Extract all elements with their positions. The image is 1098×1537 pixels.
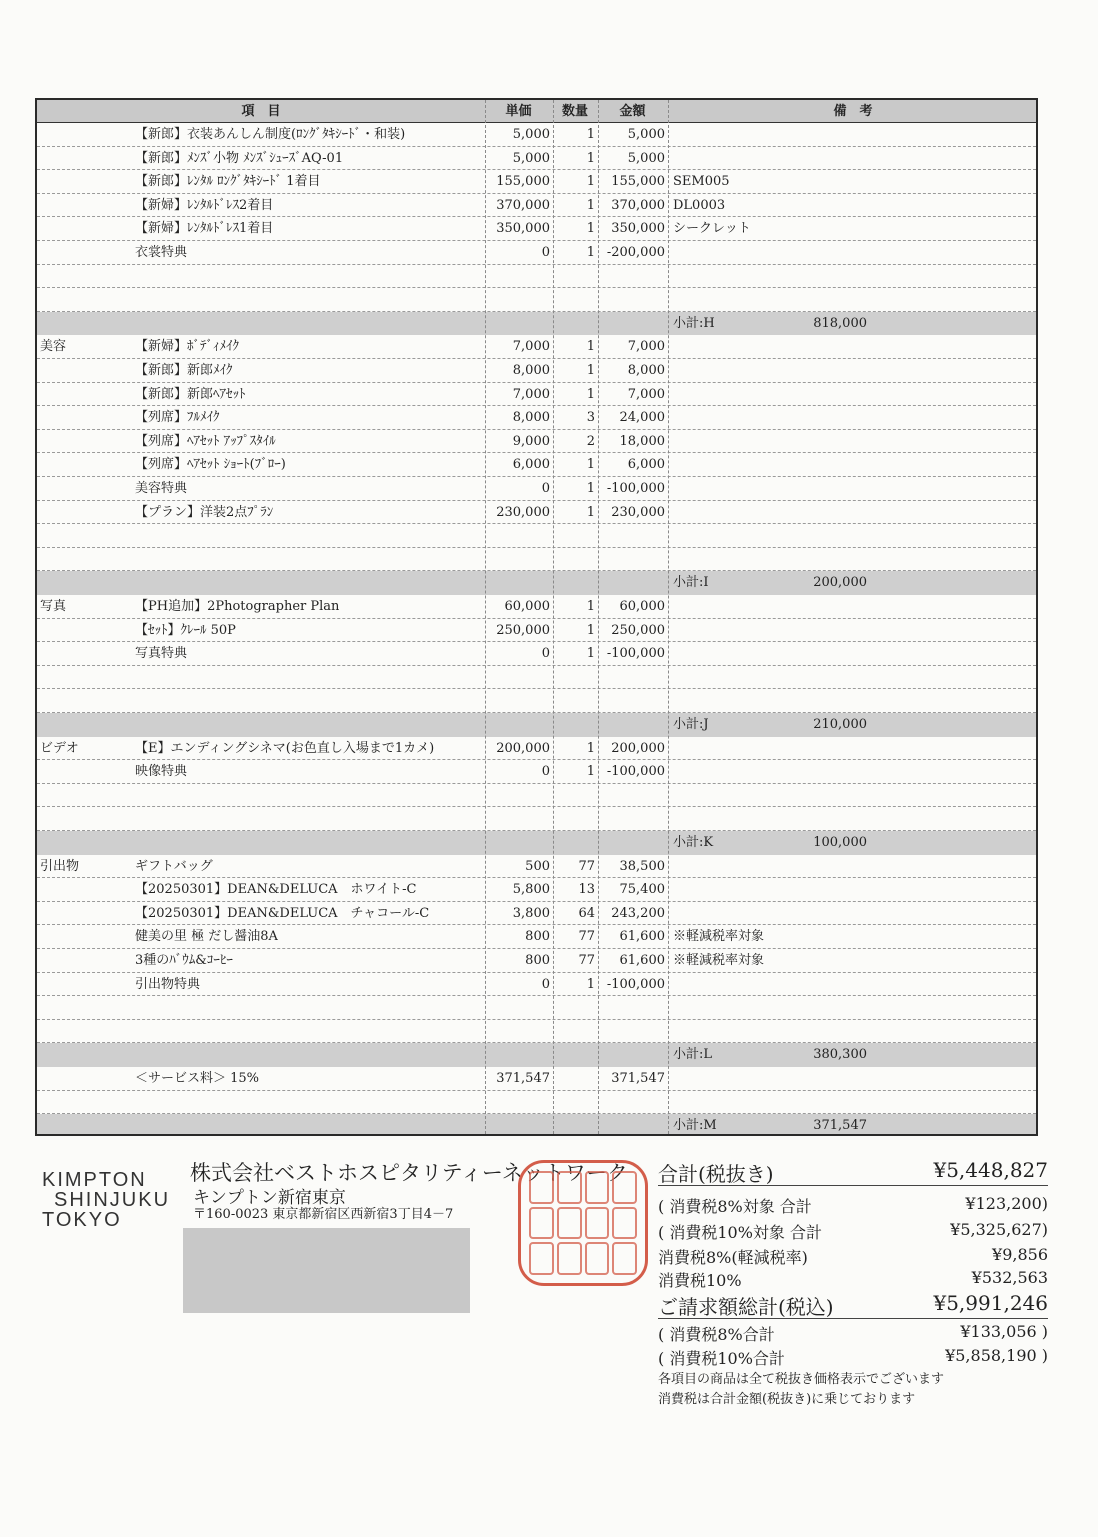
amount: 5,000: [627, 150, 665, 166]
invoice-table: [35, 98, 1038, 1136]
amount: 38,500: [619, 858, 665, 874]
item-name: 写真特典: [135, 646, 188, 662]
item-name: 【新郎】ﾚﾝﾀﾙ ﾛﾝｸﾞﾀｷｼｰﾄﾞ 1着目: [135, 174, 321, 190]
quantity: 1: [586, 740, 595, 756]
unit-price: 0: [541, 646, 550, 662]
unit-price: 8,000: [512, 410, 550, 426]
table-row: [37, 501, 1036, 525]
unit-price: 350,000: [496, 221, 550, 237]
table-row: [37, 949, 1036, 973]
quantity: 1: [586, 174, 595, 190]
amount: 61,600: [619, 953, 665, 968]
table-row: [37, 902, 1036, 926]
blank-row: [37, 548, 1036, 572]
blank-row: [37, 689, 1036, 713]
remarks: ※軽減税率対象: [673, 929, 765, 945]
amount: 7,000: [627, 339, 665, 355]
logo-line: KIMPTON: [42, 1169, 147, 1191]
hotel-name: キンプトン新宿東京: [193, 1188, 346, 1208]
item-name: 【新郎】新郎ﾍｱｾｯﾄ: [135, 386, 246, 402]
remarks: シークレット: [673, 221, 751, 237]
unit-price: 5,000: [512, 127, 550, 142]
amount: 350,000: [611, 221, 665, 237]
table-row: [37, 477, 1036, 501]
table-row: [37, 194, 1036, 218]
quantity: 1: [586, 646, 595, 662]
quantity: 13: [578, 882, 595, 898]
amount: 250,000: [611, 622, 665, 638]
subtotal-value: 200,000: [813, 575, 867, 591]
remarks: [673, 501, 1033, 524]
unit-price: 200,000: [496, 740, 550, 756]
remarks: [673, 855, 1033, 878]
amount: 8,000: [627, 363, 665, 378]
amount: -100,000: [606, 481, 665, 496]
item-name: 3種のﾊﾞｳﾑ&ｺｰﾋｰ: [135, 953, 233, 968]
quantity: 1: [586, 245, 595, 260]
item-name: 【新郎】新郎ﾒｲｸ: [135, 363, 233, 378]
unit-price: 0: [541, 764, 550, 780]
tax10-target-label: ( 消費税10%対象 合計: [658, 1223, 822, 1242]
table-row: [37, 737, 1036, 761]
tax10-target-value: ¥5,325,627): [950, 1220, 1048, 1239]
remarks: [673, 453, 1033, 476]
item-name: 【E】エンディングシネマ(お色直し入場まで1カメ): [135, 740, 435, 756]
amount: 24,000: [619, 410, 665, 426]
item-name: 【20250301】DEAN&DELUCA ホワイト-C: [135, 882, 417, 898]
category-label: 引出物: [40, 858, 80, 874]
subtotal-label: 小計:M: [673, 1118, 717, 1134]
remarks: [673, 335, 1033, 358]
quantity: 1: [586, 976, 595, 992]
amount: 7,000: [627, 386, 665, 402]
quantity: 1: [586, 599, 595, 614]
unit-price: 5,000: [512, 150, 550, 166]
remarks: [673, 642, 1033, 665]
unit-price: 250,000: [496, 622, 550, 638]
column-divider: [485, 100, 486, 1134]
unit-price: 500: [525, 858, 550, 874]
quantity: 77: [578, 929, 595, 945]
company-seal-stamp: [518, 1160, 648, 1286]
category-label: 美容: [40, 339, 67, 355]
unit-price: 6,000: [512, 457, 550, 473]
remarks: [673, 430, 1033, 453]
amount: -200,000: [606, 245, 665, 260]
quantity: 1: [586, 339, 595, 355]
grand-total-value: ¥5,991,246: [933, 1291, 1048, 1315]
item-name: 健美の里 極 だし醤油8A: [135, 929, 278, 945]
total10-label: ( 消費税10%合計: [658, 1349, 785, 1368]
remarks: [673, 619, 1033, 642]
unit-price: 7,000: [512, 339, 550, 355]
quantity: 1: [586, 457, 595, 473]
kimpton-logo: [42, 1170, 170, 1230]
unit-price: 9,000: [512, 433, 550, 449]
header-price: 単価: [505, 104, 532, 119]
total8-value: ¥133,056 ): [960, 1322, 1048, 1341]
remarks: [673, 147, 1033, 170]
remarks: [673, 123, 1033, 146]
table-row: [37, 973, 1036, 997]
table-row: [37, 430, 1036, 454]
blank-row: [37, 1020, 1036, 1044]
total-excl-tax-label: 合計(税抜き): [658, 1162, 774, 1186]
subtotal-row: [37, 1043, 1036, 1067]
quantity: 1: [586, 127, 595, 142]
remarks: [673, 760, 1033, 783]
amount: 370,000: [611, 197, 665, 213]
blank-row: [37, 265, 1036, 289]
remarks: [673, 737, 1033, 760]
amount: 243,200: [611, 905, 665, 921]
tax-note-2-text: 消費税は合計金額(税抜き)に乗じております: [658, 1392, 916, 1407]
amount: 200,000: [611, 740, 665, 756]
quantity: [555, 1067, 595, 1090]
amount: 371,547: [611, 1071, 665, 1086]
remarks: [673, 973, 1033, 996]
item-name: 【列席】ﾌﾙﾒｲｸ: [135, 410, 220, 426]
table-row: [37, 595, 1036, 619]
unit-price: 155,000: [496, 174, 550, 190]
quantity: 1: [586, 386, 595, 402]
subtotal-row: [37, 713, 1036, 737]
subtotal-row: [37, 312, 1036, 336]
unit-price: 371,547: [496, 1071, 550, 1086]
total-excl-tax-value: ¥5,448,827: [933, 1158, 1048, 1182]
remarks: SEM005: [673, 174, 730, 190]
blank-row: [37, 524, 1036, 548]
tax8-value: ¥9,856: [992, 1245, 1048, 1264]
amount: 60,000: [619, 599, 665, 614]
unit-price: 230,000: [496, 504, 550, 520]
blank-row: [37, 807, 1036, 831]
amount: 6,000: [627, 457, 665, 473]
category-label: ビデオ: [40, 740, 79, 756]
amount: 18,000: [619, 433, 665, 449]
table-row: [37, 383, 1036, 407]
quantity: 3: [586, 410, 595, 426]
tax8-target-label: ( 消費税8%対象 合計: [658, 1197, 812, 1216]
quantity: 1: [586, 150, 595, 166]
company-name: 株式会社ベストホスピタリティーネットワーク: [190, 1161, 628, 1185]
unit-price: 7,000: [512, 386, 550, 402]
amount: 5,000: [627, 127, 665, 142]
table-row: [37, 925, 1036, 949]
amount: 61,600: [619, 929, 665, 945]
subtotal-row: [37, 571, 1036, 595]
remarks: [673, 878, 1033, 901]
grand-total-row: [658, 1291, 1048, 1319]
blank-row: [37, 288, 1036, 312]
subtotal-label: 小計:K: [673, 835, 714, 850]
item-name: 【プラン】洋装2点ﾌﾟﾗﾝ: [135, 504, 274, 520]
remarks: [673, 383, 1033, 406]
quantity: 64: [578, 905, 595, 921]
table-row: [37, 760, 1036, 784]
blank-row: [37, 784, 1036, 808]
table-row: [37, 619, 1036, 643]
table-row: [37, 1067, 1036, 1091]
quantity: 1: [586, 221, 595, 237]
table-row: [37, 359, 1036, 383]
remarks: [673, 1067, 1033, 1090]
total-excl-tax-row: [658, 1158, 1048, 1186]
quantity: 77: [578, 953, 595, 968]
blank-row: [37, 1091, 1036, 1115]
unit-price: 0: [541, 481, 550, 496]
amount: -100,000: [606, 976, 665, 992]
tax-note-1-text: 各項目の商品は全て税抜き価格表示でございます: [658, 1372, 945, 1387]
amount: -100,000: [606, 646, 665, 662]
tax8-label: 消費税8%(軽減税率): [658, 1248, 808, 1267]
header-amount: 金額: [619, 104, 646, 119]
subtotal-row: [37, 1114, 1036, 1136]
item-name: ＜サービス料＞ 15%: [135, 1071, 260, 1086]
subtotal-value: 210,000: [813, 717, 867, 732]
unit-price: 60,000: [504, 599, 550, 614]
total8-label: ( 消費税8%合計: [658, 1325, 775, 1344]
column-divider: [668, 100, 669, 1134]
unit-price: 0: [541, 245, 550, 260]
header-qty: 数量: [561, 104, 588, 119]
quantity: 1: [586, 197, 595, 213]
item-name: 引出物特典: [135, 976, 201, 992]
item-name: 【新郎】ﾒﾝｽﾞ小物 ﾒﾝｽﾞｼｭｰｽﾞAQ-01: [135, 150, 344, 166]
table-row: [37, 147, 1036, 171]
logo-line: TOKYO: [42, 1209, 122, 1231]
quantity: 2: [586, 433, 595, 449]
table-row: [37, 453, 1036, 477]
item-name: 美容特典: [135, 481, 188, 496]
quantity: 1: [586, 504, 595, 520]
subtotal-value: 100,000: [813, 835, 867, 850]
unit-price: 3,800: [512, 905, 550, 921]
amount: 230,000: [611, 504, 665, 520]
grand-total-label: ご請求額総計(税込): [658, 1295, 834, 1319]
quantity: 1: [586, 622, 595, 638]
quantity: 1: [586, 764, 595, 780]
table-header: [37, 100, 1036, 123]
category-label: 写真: [40, 599, 67, 614]
table-row: [37, 123, 1036, 147]
table-row: [37, 406, 1036, 430]
blank-row: [37, 996, 1036, 1020]
item-name: 【新婦】ﾚﾝﾀﾙﾄﾞﾚｽ2着目: [135, 197, 274, 213]
item-name: 【新婦】ﾚﾝﾀﾙﾄﾞﾚｽ1着目: [135, 221, 274, 237]
subtotal-value: 380,300: [813, 1047, 867, 1063]
redacted-block: [183, 1228, 470, 1313]
item-name: 【PH追加】2Photographer Plan: [135, 599, 340, 614]
quantity: 1: [586, 363, 595, 378]
remarks: [673, 595, 1033, 618]
subtotal-value: 818,000: [813, 315, 867, 331]
header-item: 項 目: [241, 104, 281, 119]
table-row: [37, 878, 1036, 902]
table-row: [37, 335, 1036, 359]
subtotal-label: 小計:I: [673, 575, 709, 591]
table-row: [37, 170, 1036, 194]
quantity: 77: [578, 858, 595, 874]
remarks: [673, 902, 1033, 925]
table-row: [37, 241, 1036, 265]
item-name: 映像特典: [135, 764, 188, 780]
unit-price: 370,000: [496, 197, 550, 213]
remarks: [673, 477, 1033, 500]
logo-line: SHINJUKU: [54, 1189, 171, 1211]
item-name: 【ｾｯﾄ】ｸﾚｰﾙ 50P: [135, 622, 236, 638]
column-divider: [553, 100, 554, 1134]
hotel-address: 〒160-0023 東京都新宿区西新宿3丁目4－7: [193, 1207, 454, 1222]
amount: 75,400: [619, 882, 665, 898]
column-divider: [598, 100, 599, 1134]
table-row: [37, 217, 1036, 241]
subtotal-row: [37, 831, 1036, 855]
header-note: 備 考: [833, 104, 873, 119]
unit-price: 800: [525, 953, 550, 968]
table-row: [37, 855, 1036, 879]
item-name: 【列席】ﾍｱｾｯﾄ ｱｯﾌﾟｽﾀｲﾙ: [135, 433, 276, 449]
remarks: [673, 406, 1033, 429]
amount: -100,000: [606, 764, 665, 780]
subtotal-label: 小計:H: [673, 315, 715, 331]
unit-price: 0: [541, 976, 550, 992]
subtotal-label: 小計:L: [673, 1047, 713, 1063]
table-row: [37, 642, 1036, 666]
item-name: 【新郎】衣装あんしん制度(ﾛﾝｸﾞﾀｷｼｰﾄﾞ・和装): [135, 127, 406, 142]
unit-price: 800: [525, 929, 550, 945]
subtotal-value: 371,547: [813, 1118, 867, 1134]
unit-price: 5,800: [512, 882, 550, 898]
item-name: 【20250301】DEAN&DELUCA チャコール-C: [135, 905, 430, 921]
quantity: 1: [586, 481, 595, 496]
amount: 155,000: [611, 174, 665, 190]
item-name: 【新婦】ﾎﾞﾃﾞｨﾒｲｸ: [135, 339, 240, 355]
item-name: 【列席】ﾍｱｾｯﾄ ｼｮｰﾄ(ﾌﾞﾛｰ): [135, 457, 286, 473]
item-name: 衣裳特典: [135, 245, 188, 260]
remarks: [673, 241, 1033, 264]
item-name: ギフトバッグ: [135, 858, 213, 874]
remarks: DL0003: [673, 197, 726, 213]
blank-row: [37, 666, 1036, 690]
unit-price: 8,000: [512, 363, 550, 378]
remarks: [673, 359, 1033, 382]
tax10-label: 消費税10%: [658, 1271, 742, 1290]
subtotal-label: 小計:J: [673, 717, 709, 732]
remarks: ※軽減税率対象: [673, 953, 765, 968]
tax10-value: ¥532,563: [971, 1268, 1048, 1287]
total10-value: ¥5,858,190 ): [945, 1346, 1048, 1365]
tax8-target-value: ¥123,200): [965, 1194, 1048, 1213]
